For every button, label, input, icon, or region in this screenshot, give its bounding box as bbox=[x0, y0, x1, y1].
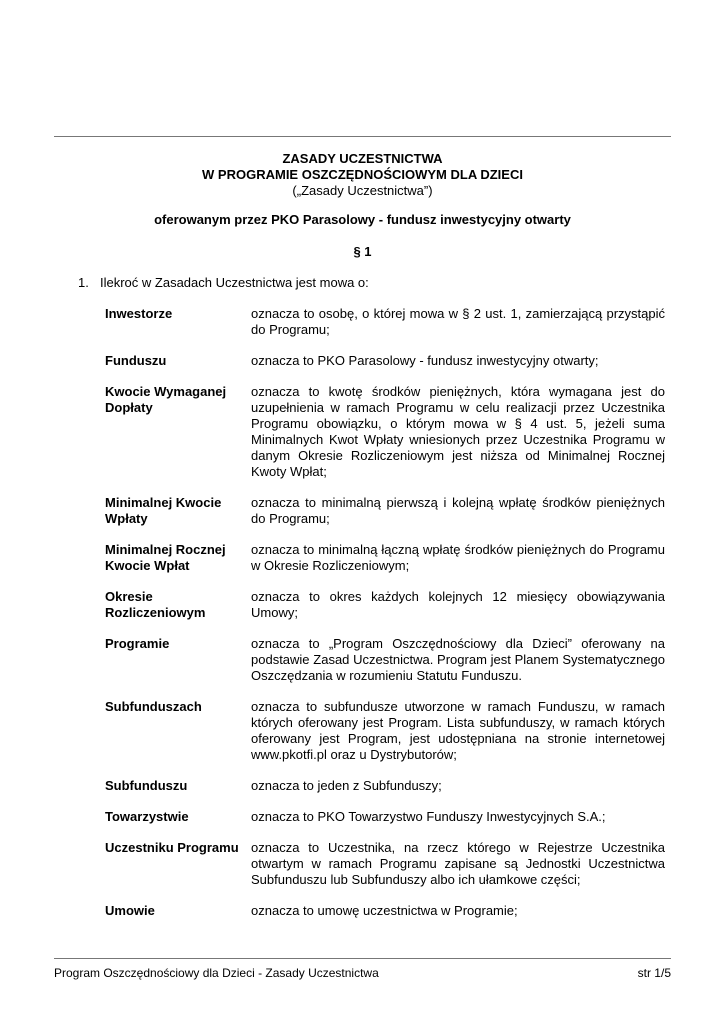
definition-term: Towarzystwie bbox=[105, 809, 189, 824]
page-footer bbox=[54, 958, 671, 980]
definition-term: Subfunduszu bbox=[105, 778, 188, 793]
definition-item bbox=[105, 589, 665, 621]
definition-item bbox=[105, 495, 665, 527]
definition-item bbox=[105, 840, 665, 888]
definition-term: Minimalnej Rocznej Kwocie Wpłat bbox=[105, 542, 226, 573]
definition-desc: oznacza to PKO Parasolowy - fundusz inwestycyjny otwarty; bbox=[251, 353, 599, 368]
definition-desc: oznacza to jeden z Subfunduszy; bbox=[251, 778, 442, 793]
section-heading: § 1 bbox=[353, 244, 372, 259]
title-line-3: („Zasady Uczestnictwa”) bbox=[292, 183, 433, 198]
definition-desc: oznacza to umowę uczestnictwa w Programie; bbox=[251, 903, 518, 918]
definition-term: Funduszu bbox=[105, 353, 167, 368]
footer-title: Program Oszczędnościowy dla Dzieci - Zasady Uczestnictwa bbox=[54, 966, 379, 980]
definition-item bbox=[105, 699, 665, 763]
title-line-2: W PROGRAMIE OSZCZĘDNOŚCIOWYM DLA DZIECI bbox=[202, 167, 523, 182]
definition-term: Umowie bbox=[105, 903, 155, 918]
definition-desc: oznacza to Uczestnika, na rzecz którego w Rejestrze Uczestnika otwartym w ramach Programu zapisane są Jednostki Uczestnictwa Subfunduszu lub Subfunduszy albo ich ułamkowe części; bbox=[251, 840, 665, 887]
intro-number: 1. bbox=[78, 275, 89, 290]
offered-by: oferowanym przez PKO Parasolowy - fundusz inwestycyjny otwarty bbox=[154, 212, 571, 227]
definition-desc: oznacza to „Program Oszczędnościowy dla Dzieci” oferowany na podstawie Zasad Uczestnictwa. Program jest Planem Systematycznego Oszczędzania w rozumieniu Statutu Funduszu. bbox=[251, 636, 665, 683]
intro-text: Ilekroć w Zasadach Uczestnictwa jest mowa o: bbox=[100, 275, 369, 290]
definition-term: Inwestorze bbox=[105, 306, 173, 321]
definition-desc: oznacza to okres każdych kolejnych 12 miesięcy obowiązywania Umowy; bbox=[251, 589, 665, 620]
definition-item bbox=[105, 353, 665, 369]
definition-item bbox=[105, 384, 665, 480]
top-divider bbox=[54, 136, 671, 137]
definition-desc: oznacza to minimalną pierwszą i kolejną wpłatę środków pieniężnych do Programu; bbox=[251, 495, 665, 526]
definition-term: Kwocie Wymaganej Dopłaty bbox=[105, 384, 227, 415]
definition-desc: oznacza to subfundusze utworzone w ramach Funduszu, w ramach których oferowany jest Program. Lista subfunduszy, w ramach których oferowany jest Program, jest udostępniana na stronie internetowej www.pkotfi.pl oraz u Dystrybutorów; bbox=[251, 699, 665, 762]
definition-term: Programie bbox=[105, 636, 170, 651]
definition-term: Subfunduszach bbox=[105, 699, 202, 714]
definition-term: Uczestniku Programu bbox=[105, 840, 239, 855]
definition-item bbox=[105, 306, 665, 338]
definition-term: Minimalnej Kwocie Wpłaty bbox=[105, 495, 222, 526]
intro-line bbox=[78, 275, 369, 291]
definition-desc: oznacza to minimalną łączną wpłatę środków pieniężnych do Programu w Okresie Rozliczeniowym; bbox=[251, 542, 665, 573]
definition-item bbox=[105, 636, 665, 684]
document-title bbox=[54, 151, 671, 199]
definition-item bbox=[105, 778, 665, 794]
definitions-list bbox=[105, 306, 665, 934]
page-number: str 1/5 bbox=[637, 966, 671, 980]
definition-desc: oznacza to PKO Towarzystwo Funduszy Inwestycyjnych S.A.; bbox=[251, 809, 606, 824]
title-line-1: ZASADY UCZESTNICTWA bbox=[282, 151, 443, 166]
definition-item bbox=[105, 542, 665, 574]
definition-term: Okresie Rozliczeniowym bbox=[105, 589, 206, 620]
definition-desc: oznacza to osobę, o której mowa w § 2 ust. 1, zamierzającą przystąpić do Programu; bbox=[251, 306, 665, 337]
definition-desc: oznacza to kwotę środków pieniężnych, która wymagana jest do uzupełnienia w ramach Programu w celu realizacji przez Uczestnika Programu obowiązku, o którym mowa w § 4 ust. 5, jeżeli suma Minimalnych Kwot Wpłaty wniesionych przez Uczestnika Programu w danym Okresie Rozliczeniowym jest niższa od Minimalnej Rocznej Kwoty Wpłat; bbox=[251, 384, 665, 479]
definition-item bbox=[105, 809, 665, 825]
definition-item bbox=[105, 903, 665, 919]
